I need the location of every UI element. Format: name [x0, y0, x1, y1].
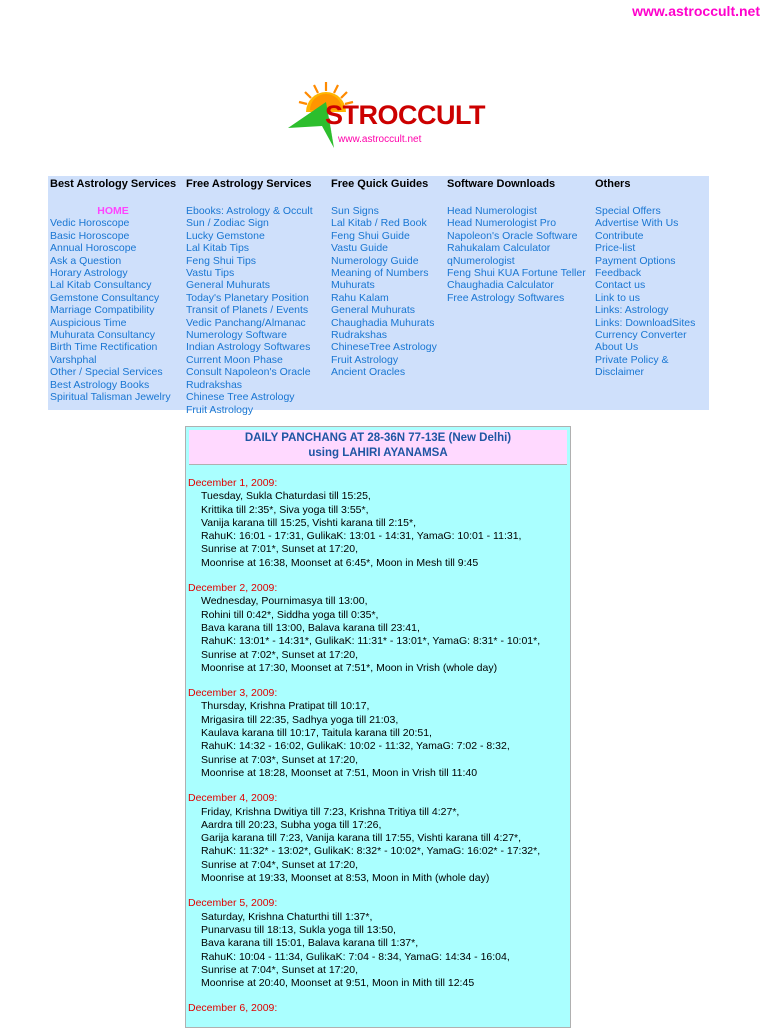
nav-link[interactable]: Vastu Tips	[186, 267, 235, 280]
nav-column-best-services	[50, 176, 176, 404]
panchang-line: Vanija karana till 15:25, Vishti karana till 2:15*,	[201, 516, 416, 529]
nav-link[interactable]: Current Moon Phase	[186, 353, 283, 366]
panchang-line: Punarvasu till 18:13, Sukla yoga till 13:50,	[201, 923, 396, 936]
panchang-line: Mrigasira till 22:35, Sadhya yoga till 21:03,	[201, 713, 399, 726]
nav-link[interactable]: Rahu Kalam	[331, 291, 389, 304]
panchang-line: Sunrise at 7:01*, Sunset at 17:20,	[201, 543, 359, 556]
nav-link[interactable]: Contact us	[595, 279, 646, 292]
nav-link[interactable]: Link to us	[595, 291, 640, 304]
nav-link[interactable]: Marriage Compatibility	[50, 304, 155, 317]
panchang-day	[188, 792, 570, 885]
nav-link[interactable]: Price-list	[595, 242, 636, 255]
nav-link[interactable]: Free Astrology Softwares	[447, 291, 565, 304]
nav-link[interactable]: Special Offers	[595, 205, 661, 217]
nav-link[interactable]: Feng Shui Guide	[331, 229, 410, 242]
panchang-line: RahuK: 16:01 - 17:31, GulikaK: 13:01 - 14:31, YamaG: 10:01 - 11:31,	[201, 530, 522, 543]
nav-column-heading: Best Astrology Services	[50, 178, 177, 190]
nav-link[interactable]: Birth Time Rectification	[50, 341, 158, 354]
nav-link[interactable]: Indian Astrology Softwares	[186, 341, 311, 354]
nav-link[interactable]: Gemstone Consultancy	[50, 291, 160, 304]
panchang-day	[188, 687, 570, 780]
nav-link[interactable]: ChineseTree Astrology	[331, 341, 437, 354]
nav-link[interactable]: Rudrakshas	[331, 329, 388, 342]
panchang-line: Kaulava karana till 10:17, Taitula karana till 20:51,	[201, 727, 432, 740]
panchang-line: Moonrise at 19:33, Moonset at 8:53, Moon in Mith (whole day)	[201, 872, 490, 885]
panchang-line: RahuK: 11:32* - 13:02*, GulikaK: 8:32* - 10:02*, YamaG: 16:02* - 17:32*,	[201, 845, 541, 858]
nav-link[interactable]: Rudrakshas	[186, 378, 243, 391]
navigation-menu	[48, 176, 709, 416]
panchang-line: Sunrise at 7:04*, Sunset at 17:20,	[201, 858, 359, 871]
nav-link[interactable]: Vedic Horoscope	[50, 217, 130, 230]
panchang-title-line1: DAILY PANCHANG AT 28-36N 77-13E (New Delhi)	[244, 432, 512, 444]
nav-link[interactable]: Head Numerologist Pro	[447, 217, 557, 230]
nav-column-heading: Software Downloads	[447, 178, 556, 190]
nav-link[interactable]: Varshphal	[50, 353, 97, 366]
nav-link[interactable]: Other / Special Services	[50, 366, 163, 379]
nav-link[interactable]: Chaughadia Muhurats	[331, 316, 435, 329]
panchang-line: Aardra till 20:23, Subha yoga till 17:26,	[201, 818, 382, 831]
panchang-line: Bava karana till 13:00, Balava karana till 23:41,	[201, 621, 420, 634]
nav-link[interactable]: Auspicious Time	[50, 316, 127, 329]
nav-link[interactable]: Links: DownloadSites	[595, 316, 696, 329]
nav-link[interactable]: Spiritual Talisman Jewelry	[50, 391, 171, 404]
panchang-line: Moonrise at 16:38, Moonset at 6:45*, Moon in Mesh till 9:45	[201, 556, 479, 569]
nav-column-quick-guides	[331, 176, 437, 379]
nav-column-software-downloads	[447, 176, 586, 304]
panchang-line: RahuK: 13:01* - 14:31*, GulikaK: 11:31* - 13:01*, YamaG: 8:31* - 10:01*,	[201, 635, 541, 648]
nav-link[interactable]: General Muhurats	[331, 304, 416, 317]
nav-link[interactable]: Ask a Question	[50, 254, 122, 267]
nav-link[interactable]: Private Policy &	[595, 353, 669, 366]
nav-link[interactable]: Sun Signs	[331, 205, 379, 217]
nav-link[interactable]: Ebooks: Astrology & Occult	[186, 205, 313, 217]
panchang-line: Bava karana till 15:01, Balava karana till 1:37*,	[201, 937, 419, 950]
panchang-line: Rohini till 0:42*, Siddha yoga till 0:35*,	[201, 608, 379, 621]
nav-link[interactable]: Vastu Guide	[331, 242, 389, 255]
panchang-line: RahuK: 10:04 - 11:34, GulikaK: 7:04 - 8:34, YamaG: 14:34 - 16:04,	[201, 950, 510, 963]
astroccult-logo[interactable]	[286, 76, 486, 154]
nav-column-heading: Others	[595, 178, 631, 190]
panchang-line: Wednesday, Pournimasya till 13:00,	[201, 595, 368, 608]
nav-link[interactable]: Vedic Panchang/Almanac	[186, 316, 306, 329]
nav-link[interactable]: Best Astrology Books	[50, 378, 150, 391]
panchang-line: Moonrise at 17:30, Moonset at 7:51*, Moon in Vrish (whole day)	[201, 661, 498, 674]
panchang-line: Sunrise at 7:04*, Sunset at 17:20,	[201, 963, 359, 976]
nav-link[interactable]: Feng Shui KUA Fortune Teller	[447, 267, 586, 280]
nav-link[interactable]: Head Numerologist	[447, 205, 537, 217]
nav-link[interactable]: Lal Kitab / Red Book	[331, 217, 427, 230]
nav-link[interactable]: Ancient Oracles	[331, 366, 406, 379]
panchang-line: Garija karana till 7:23, Vanija karana till 17:55, Vishti karana till 4:27*,	[201, 832, 522, 845]
panchang-line: Saturday, Krishna Chaturthi till 1:37*,	[201, 910, 373, 923]
panchang-day	[188, 477, 570, 570]
nav-link[interactable]: Lal Kitab Tips	[186, 242, 250, 255]
panchang-line: Friday, Krishna Dwitiya till 7:23, Krishna Tritiya till 4:27*,	[201, 805, 460, 818]
panchang-line: Sunrise at 7:02*, Sunset at 17:20,	[201, 648, 359, 661]
nav-link[interactable]: Basic Horoscope	[50, 229, 130, 242]
panchang-date: December 3, 2009:	[188, 687, 278, 700]
panchang-line: Moonrise at 18:28, Moonset at 7:51, Moon in Vrish till 11:40	[201, 766, 478, 779]
panchang-date: December 5, 2009:	[188, 897, 278, 910]
nav-link[interactable]: Fruit Astrology	[186, 403, 254, 416]
nav-link[interactable]: Currency Converter	[595, 329, 687, 342]
nav-link[interactable]: qNumerologist	[447, 254, 515, 267]
nav-link[interactable]: Consult Napoleon's Oracle	[186, 366, 311, 379]
nav-link[interactable]: Transit of Planets / Events	[186, 304, 309, 317]
panchang-line: RahuK: 14:32 - 16:02, GulikaK: 10:02 - 11:32, YamaG: 7:02 - 8:32,	[201, 740, 510, 753]
nav-column-heading: Free Astrology Services	[186, 178, 312, 190]
daily-panchang-panel	[185, 426, 571, 1028]
panchang-day	[188, 1002, 570, 1015]
nav-link[interactable]: Lal Kitab Consultancy	[50, 279, 152, 292]
nav-link[interactable]: Annual Horoscope	[50, 242, 137, 255]
panchang-date: December 2, 2009:	[188, 582, 278, 595]
nav-link[interactable]: Disclaimer	[595, 366, 645, 379]
nav-link[interactable]: Today's Planetary Position	[186, 291, 309, 304]
nav-link[interactable]: Feedback	[595, 267, 642, 280]
nav-column-others	[595, 176, 695, 379]
panchang-date: December 6, 2009:	[188, 1002, 278, 1015]
nav-link[interactable]: Contribute	[595, 229, 644, 242]
nav-link[interactable]: Muhurats	[331, 279, 375, 292]
panchang-line: Thursday, Krishna Pratipat till 10:17,	[201, 700, 370, 713]
nav-link[interactable]: General Muhurats	[186, 279, 271, 292]
nav-link[interactable]: Napoleon's Oracle Software	[447, 229, 578, 242]
panchang-date: December 4, 2009:	[188, 792, 278, 805]
panchang-line: Moonrise at 20:40, Moonset at 9:51, Moon in Mith till 12:45	[201, 977, 475, 990]
panchang-line: Krittika till 2:35*, Siva yoga till 3:55*,	[201, 503, 369, 516]
nav-link[interactable]: About Us	[595, 341, 639, 354]
nav-link[interactable]: Fruit Astrology	[331, 353, 399, 366]
nav-link[interactable]: Rahukalam Calculator	[447, 242, 551, 255]
nav-link[interactable]: Lucky Gemstone	[186, 229, 265, 242]
nav-link[interactable]: Feng Shui Tips	[186, 254, 257, 267]
nav-link[interactable]: Payment Options	[595, 254, 676, 267]
panchang-day	[188, 897, 570, 990]
home-link[interactable]: HOME	[97, 205, 129, 217]
panchang-day	[188, 582, 570, 675]
nav-link[interactable]: Sun / Zodiac Sign	[186, 217, 269, 230]
nav-link[interactable]: Numerology Guide	[331, 254, 419, 267]
nav-column-free-services	[186, 176, 313, 416]
site-url-link[interactable]: www.astroccult.net	[632, 3, 760, 19]
panchang-title	[189, 430, 567, 465]
panchang-date: December 1, 2009:	[188, 477, 278, 489]
nav-link[interactable]: Chinese Tree Astrology	[186, 391, 295, 404]
nav-link[interactable]: Meaning of Numbers	[331, 267, 429, 280]
nav-link[interactable]: Chaughadia Calculator	[447, 279, 554, 292]
nav-link[interactable]: Links: Astrology	[595, 304, 669, 317]
logo-url: www.astroccult.net	[338, 134, 422, 145]
logo-name: STROCCULT	[325, 100, 485, 130]
nav-link[interactable]: Horary Astrology	[50, 267, 128, 280]
nav-link[interactable]: Numerology Software	[186, 329, 287, 342]
nav-link[interactable]: Muhurata Consultancy	[50, 329, 156, 342]
nav-link[interactable]: Advertise With Us	[595, 217, 679, 230]
panchang-line: Sunrise at 7:03*, Sunset at 17:20,	[201, 753, 359, 766]
panchang-title-line2: using LAHIRI AYANAMSA	[308, 447, 448, 459]
nav-column-heading: Free Quick Guides	[331, 178, 429, 190]
panchang-line: Tuesday, Sukla Chaturdasi till 15:25,	[201, 490, 371, 503]
